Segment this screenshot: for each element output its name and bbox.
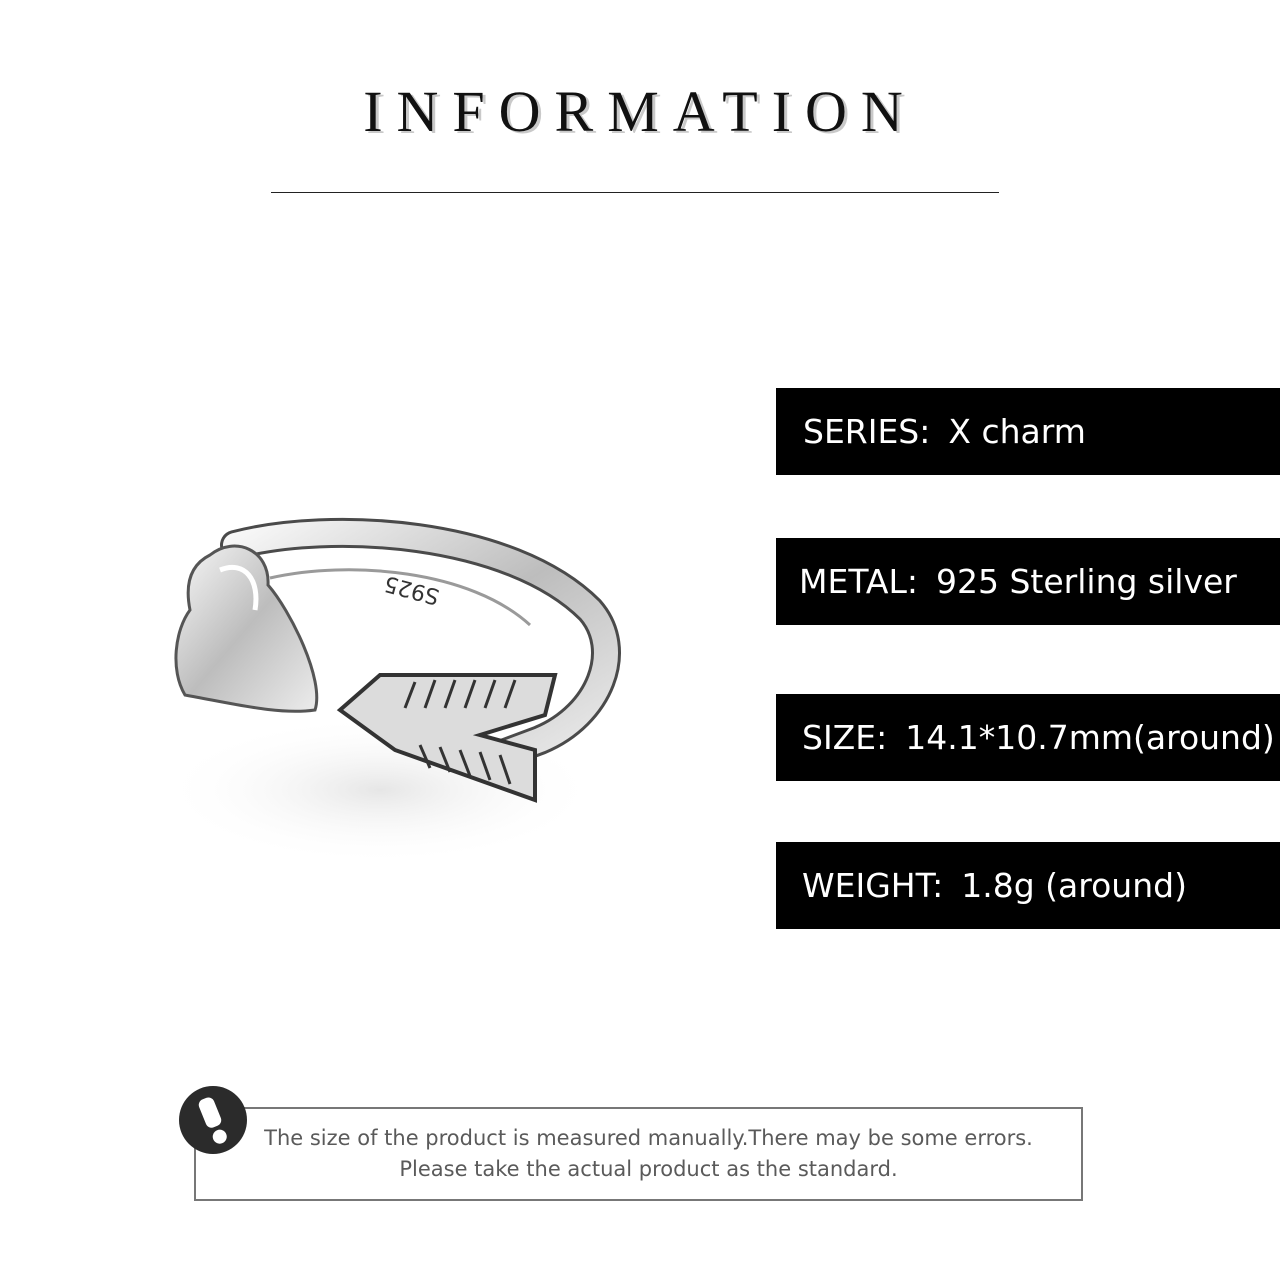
notice-line-1: The size of the product is measured manually.There may be some errors. — [264, 1126, 1033, 1150]
spec-size-label: SIZE: — [802, 718, 888, 757]
spec-size-bar — [776, 694, 1280, 781]
spec-series-label: SERIES: — [803, 412, 931, 451]
spec-metal-bar — [776, 538, 1280, 625]
measurement-notice — [194, 1107, 1083, 1201]
title-divider — [271, 192, 999, 193]
spec-weight-label: WEIGHT: — [802, 866, 944, 905]
spec-series-bar — [776, 388, 1280, 475]
spec-weight-bar — [776, 842, 1280, 929]
page-title: INFORMATION — [363, 79, 917, 144]
spec-weight-value: 1.8g (around) — [961, 866, 1187, 905]
ring-photo — [150, 500, 630, 900]
notice-line-2: Please take the actual product as the standard. — [399, 1157, 898, 1181]
spec-metal-value: 925 Sterling silver — [936, 562, 1237, 601]
exclamation-icon — [178, 1085, 248, 1155]
ring-stamp: S925 — [381, 570, 443, 609]
spec-size-value: 14.1*10.7mm(around) — [905, 718, 1275, 757]
spec-series-value: X charm — [948, 412, 1086, 451]
spec-metal-label: METAL: — [799, 562, 918, 601]
